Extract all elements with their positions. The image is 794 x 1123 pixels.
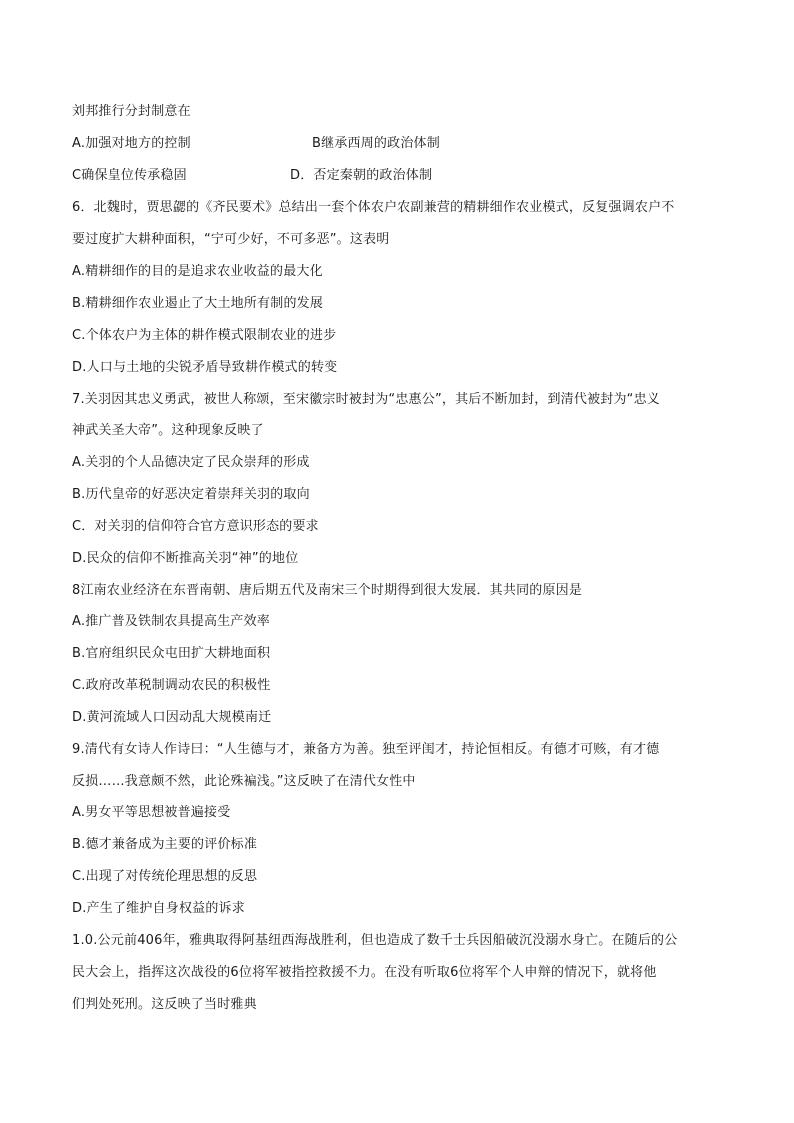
q7-option-b: B.历代皇帝的好恶决定着崇拜关羽的取向: [72, 487, 310, 502]
q6-stem-line-2: 要过度扩大耕种面积，“宁可少好，不可多恶”。这表明: [72, 232, 390, 247]
q8-option-b: B.官府组织民众屯田扩大耕地面积: [72, 646, 271, 661]
q9-stem-line-2: 反损……我意颇不然，此论殊褊浅。”这反映了在清代女性中: [72, 774, 416, 789]
q10-stem-line-1: 1.0.公元前406年，雅典取得阿基纽西海战胜利，但也造成了数千士兵因船破沉没溺水身亡。在随后的公: [72, 933, 678, 948]
q7-option-a: A.关羽的个人品德决定了民众崇拜的形成: [72, 455, 310, 470]
q8-option-c: C.政府改革税制调动农民的积极性: [72, 678, 271, 693]
q6-option-c: C.个体农户为主体的耕作模式限制农业的进步: [72, 328, 337, 343]
q7-stem-line-1: 7.关羽因其忠义勇武，被世人称颂，至宋徽宗时被封为“忠惠公”，其后不断加封，到清代被封为“忠义: [72, 392, 661, 407]
q5-option-d: D．否定秦朝的政治体制: [290, 168, 433, 183]
q7-option-c: C．对关羽的信仰符合官方意识形态的要求: [72, 519, 319, 534]
q9-option-b: B.德才兼备成为主要的评价标准: [72, 837, 258, 852]
q5-stem: 刘邦推行分封制意在: [72, 104, 191, 119]
q9-stem-line-1: 9.清代有女诗人作诗曰：“人生德与才，兼备方为善。独至评闺才，持论恒相反。有德才可赅，有才德: [72, 742, 660, 757]
q5-options-row-2: [72, 167, 433, 185]
q6-option-b: B.精耕细作农业遏止了大土地所有制的发展: [72, 296, 324, 311]
q10-stem-line-2: 民大会上，指挥这次战役的6位将军被指控救援不力。在没有听取6位将军个人申辩的情况下，就将他: [72, 965, 657, 980]
q10-stem-line-3: 们判处死刑。这反映了当时雅典: [72, 997, 257, 1012]
q8-option-d: D.黄河流域人口因动乱大规模南迁: [72, 710, 272, 725]
q7-option-d: D.民众的信仰不断推高关羽“神”的地位: [72, 551, 299, 566]
q6-stem-line-1: 6．北魏时，贾思勰的《齐民要术》总结出一套个体农户农副兼营的精耕细作农业模式，反复强调农户不: [72, 200, 675, 215]
q5-option-b: B继承西周的政治体制: [312, 136, 440, 151]
q9-option-d: D.产生了维护自身权益的诉求: [72, 901, 245, 916]
q5-option-c: C确保皇位传承稳固: [72, 168, 187, 183]
q6-option-a: A.精耕细作的目的是追求农业收益的最大化: [72, 264, 323, 279]
q5-option-a: A.加强对地方的控制: [72, 136, 191, 151]
q7-stem-line-2: 神武关圣大帝”。这种现象反映了: [72, 423, 264, 438]
q9-option-c: C.出现了对传统伦理思想的反思: [72, 869, 258, 884]
q8-stem-line-1: 8江南农业经济在东晋南朝、唐后期五代及南宋三个时期得到很大发展．其共同的原因是: [72, 583, 583, 598]
q5-options-row-1: [72, 135, 440, 153]
q6-option-d: D.人口与土地的尖锐矛盾导致耕作模式的转变: [72, 360, 338, 375]
q9-option-a: A.男女平等思想被普遍接受: [72, 805, 231, 820]
q8-option-a: A.推广普及铁制农具提高生产效率: [72, 614, 270, 629]
